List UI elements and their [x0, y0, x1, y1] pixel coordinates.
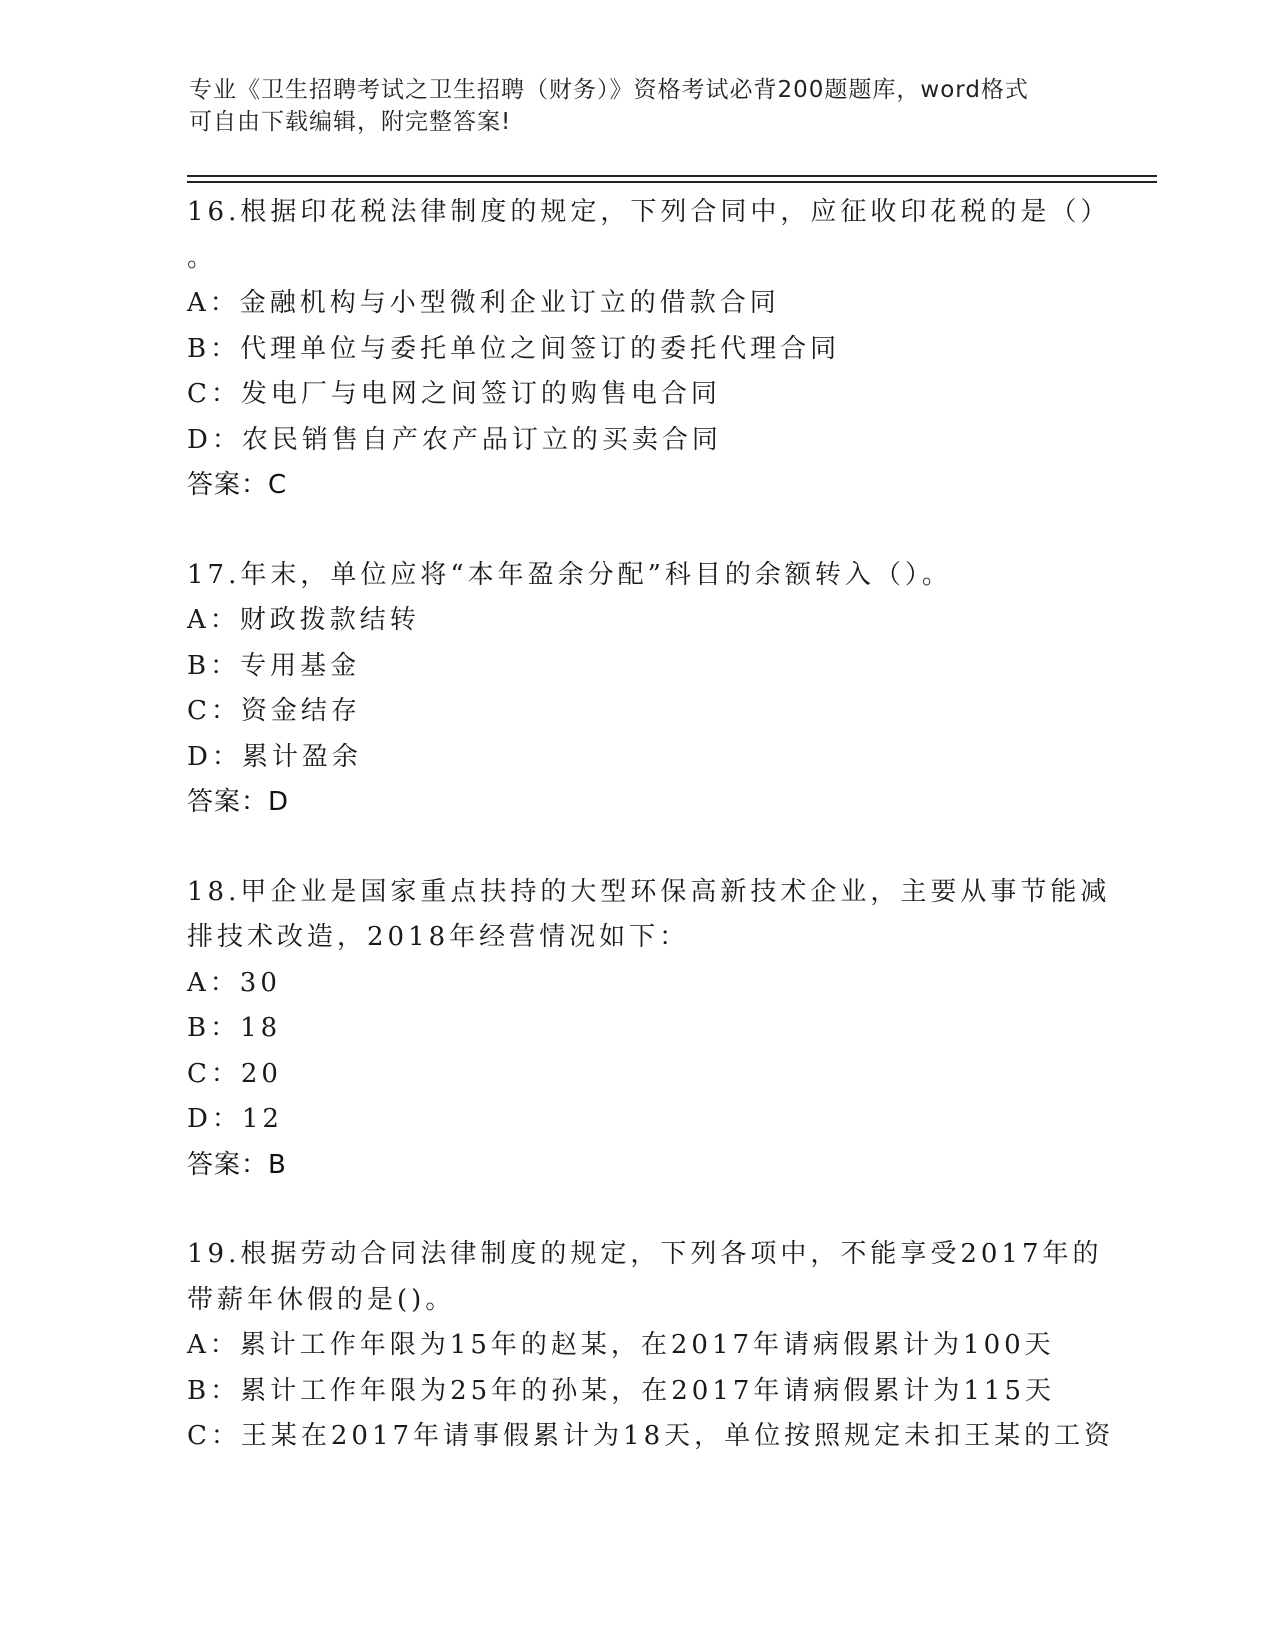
- option-a: A：金融机构与小型微利企业订立的借款合同: [187, 288, 780, 318]
- question-stem-line: 带薪年休假的是()。: [187, 1284, 456, 1315]
- question-list: [187, 190, 1115, 1460]
- option-c: C：发电厂与电网之间签订的购售电合同: [187, 379, 721, 409]
- question-17: [187, 553, 1087, 826]
- question-stem-line: 17.年末，单位应将“本年盈余分配”科目的余额转入（）。: [187, 559, 952, 590]
- header-divider-top: [187, 175, 1157, 177]
- header-line-2: 可自由下载编辑，附完整答案!: [189, 109, 512, 135]
- option-a: A：30: [187, 967, 281, 998]
- document-header: [189, 74, 1089, 138]
- option-b: B：代理单位与委托单位之间签订的委托代理合同: [187, 333, 841, 364]
- question-stem-line: 。: [187, 242, 218, 273]
- question-stem-line: 16.根据印花税法律制度的规定，下列合同中，应征收印花税的是（）: [187, 197, 1111, 227]
- option-d: D：12: [187, 1104, 283, 1134]
- question-stem-line: 18.甲企业是国家重点扶持的大型环保高新技术企业，主要从事节能减: [187, 876, 1111, 907]
- question-stem-line: 19.根据劳动合同法律制度的规定，下列各项中，不能享受2017年的: [187, 1239, 1103, 1269]
- answer-line: 答案：D: [187, 787, 290, 817]
- answer-line: 答案：B: [187, 1149, 287, 1180]
- option-a: A：累计工作年限为15年的赵某，在2017年请病假累计为100天: [187, 1330, 1055, 1360]
- question-18: [187, 870, 1111, 1189]
- answer-line: 答案：C: [187, 470, 288, 500]
- option-b: B：累计工作年限为25年的孙某，在2017年请病假累计为115天: [187, 1375, 1055, 1406]
- option-c: C：资金结存: [187, 696, 361, 726]
- header-divider-bottom: [187, 181, 1157, 183]
- header-line-1: 专业《卫生招聘考试之卫生招聘（财务）》资格考试必背200题题库，word格式: [189, 77, 1029, 103]
- option-c: C：20: [187, 1058, 282, 1089]
- option-d: D：农民销售自产农产品订立的买卖合同: [187, 424, 722, 455]
- question-stem-line: 排技术改造，2018年经营情况如下：: [187, 922, 690, 952]
- option-a: A：财政拨款结转: [187, 605, 420, 635]
- option-c: C：王某在2017年请事假累计为18天，单位按照规定未扣王某的工资: [187, 1421, 1115, 1451]
- option-d: D：累计盈余: [187, 741, 362, 772]
- question-16: [187, 190, 1111, 509]
- option-b: B：18: [187, 1013, 282, 1043]
- question-19: [187, 1232, 1115, 1460]
- option-b: B：专用基金: [187, 650, 361, 681]
